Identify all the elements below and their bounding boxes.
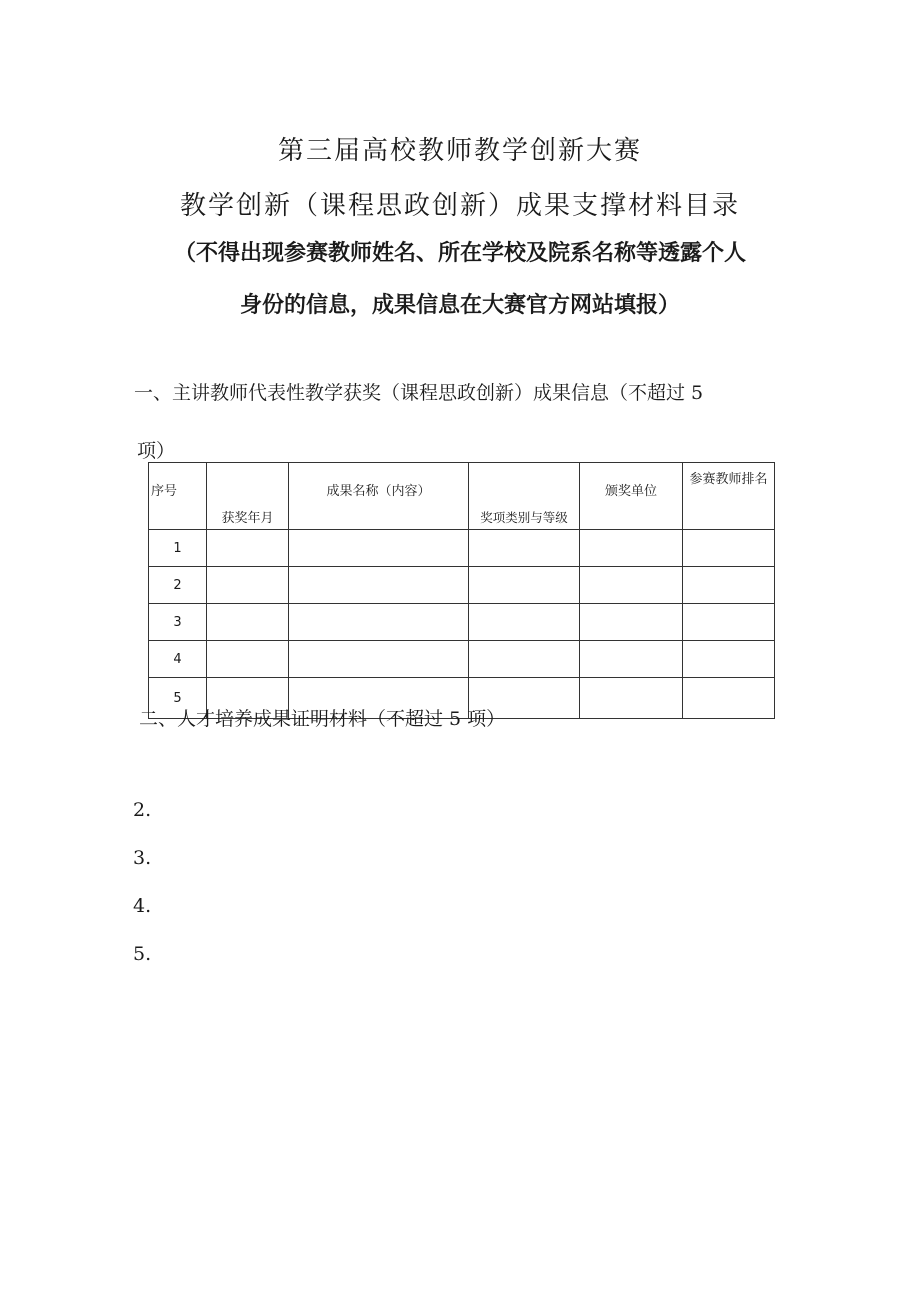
header-awarding-org: 颁奖单位 [580,463,683,530]
cell-teacher-rank[interactable] [683,530,775,567]
section1-heading-continued: 项） [137,440,176,462]
cell-award-date[interactable] [207,530,289,567]
cell-award-date[interactable] [207,641,289,678]
cell-award-category[interactable] [469,604,580,641]
header-achievement-name: 成果名称（内容） [289,463,469,530]
cell-achievement-name[interactable] [289,530,469,567]
document-subtitle: 教学创新（课程思政创新）成果支撑材料目录 [179,191,740,221]
notice-line-1: （不得出现参赛教师姓名、所在学校及院系名称等透露个人 [173,241,746,266]
row-seq: 3 [149,604,207,641]
cell-awarding-org[interactable] [580,604,683,641]
cell-awarding-org[interactable] [580,641,683,678]
cell-awarding-org[interactable] [580,567,683,604]
cell-award-category[interactable] [469,567,580,604]
section1-heading: 一、主讲教师代表性教学获奖（课程思政创新）成果信息（不超过 5 [134,382,704,404]
cell-achievement-name[interactable] [289,604,469,641]
header-seq: 序号 [149,463,207,530]
row-seq: 1 [149,530,207,567]
header-award-date: 获奖年月 [207,463,289,530]
table-row [149,604,775,641]
section2-heading: 二、人才培养成果证明材料（不超过 5 项） [139,708,506,730]
list-item: 4. [133,895,152,917]
document-title: 第三届高校教师教学创新大赛 [277,136,642,166]
table-row [149,530,775,567]
cell-achievement-name[interactable] [289,641,469,678]
header-teacher-rank: 参赛教师排名 [683,463,775,530]
table-row [149,641,775,678]
row-seq: 4 [149,641,207,678]
cell-award-category[interactable] [469,530,580,567]
cell-award-category[interactable] [469,641,580,678]
cell-achievement-name[interactable] [289,567,469,604]
cell-teacher-rank[interactable] [683,567,775,604]
cell-teacher-rank[interactable] [683,604,775,641]
notice-line-2: 身份的信息，成果信息在大赛官方网站填报） [239,293,680,318]
cell-teacher-rank[interactable] [683,678,775,719]
row-seq: 5 [149,678,207,719]
table-header-row [149,463,775,530]
list-item: 5. [133,943,152,965]
cell-awarding-org[interactable] [580,678,683,719]
cell-awarding-org[interactable] [580,530,683,567]
header-award-category: 奖项类别与等级 [469,463,580,530]
cell-teacher-rank[interactable] [683,641,775,678]
list-item: 2. [133,799,152,821]
table-row [149,567,775,604]
row-seq: 2 [149,567,207,604]
list-item: 3. [133,847,152,869]
cell-award-date[interactable] [207,567,289,604]
cell-award-date[interactable] [207,604,289,641]
awards-table [148,462,775,719]
